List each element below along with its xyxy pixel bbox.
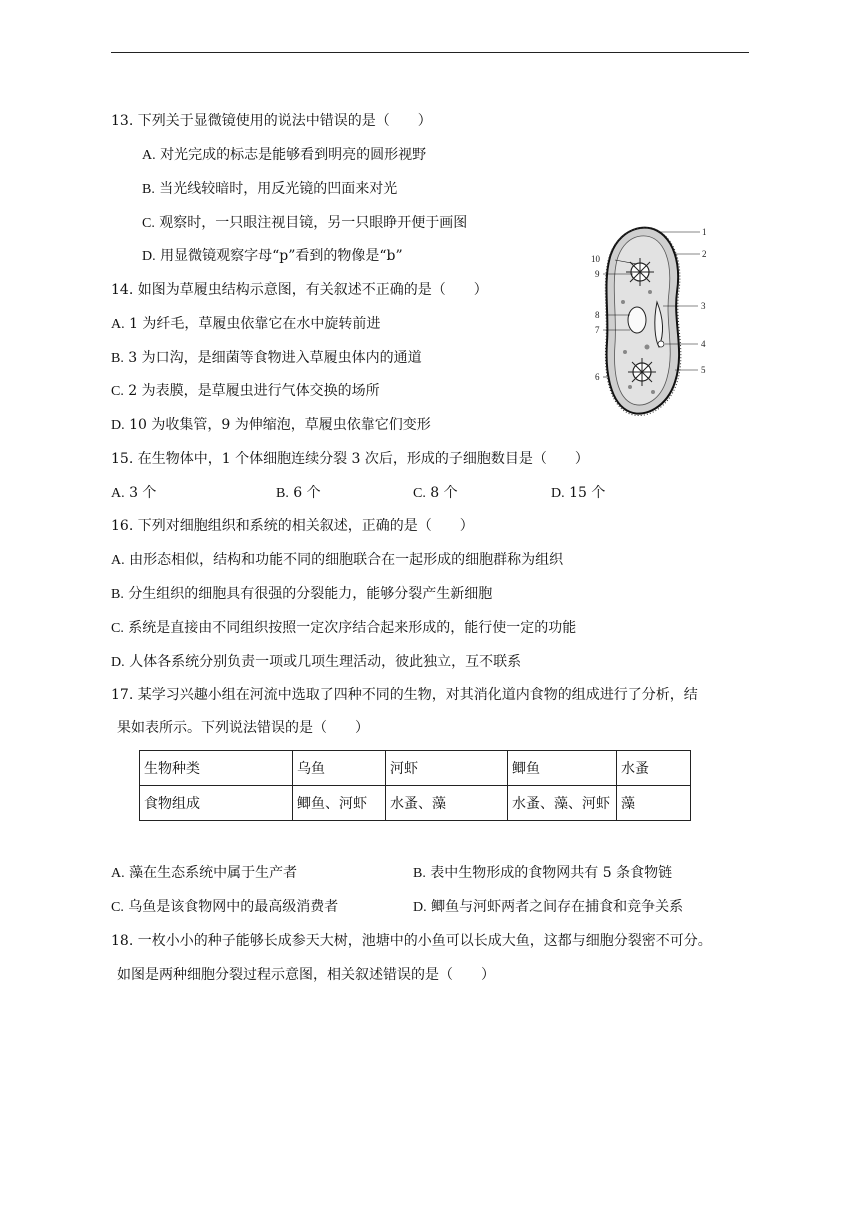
q16-stem: 16. 下列对细胞组织和系统的相关叙述，正确的是（ ）: [111, 518, 474, 534]
table-header-row: [140, 751, 691, 786]
label-5: 5: [701, 365, 706, 375]
q17-stem-line1: 17. 某学习兴趣小组在河流中选取了四种不同的生物，对其消化道内食物的组成进行了分析，结: [111, 687, 698, 703]
q17-option-a[interactable]: A. 藻在生态系统中属于生产者: [111, 865, 298, 881]
label-1: 1: [702, 227, 707, 237]
table-row: [140, 786, 691, 821]
header-rule: [111, 52, 749, 53]
q15-option-b[interactable]: B. 6 个: [276, 485, 321, 501]
label-2: 2: [702, 249, 707, 259]
table-cell: 河虾: [386, 751, 508, 786]
food-composition-table: [139, 750, 691, 821]
table-cell: 水蚤、藻、河虾: [508, 786, 617, 821]
label-6: 6: [595, 372, 600, 382]
q14-option-a[interactable]: A. 1 为纤毛，草履虫依靠它在水中旋转前进: [111, 316, 381, 332]
label-8: 8: [595, 310, 600, 320]
table-cell: 乌鱼: [293, 751, 386, 786]
q15-stem: 15. 在生物体中，1 个体细胞连续分裂 3 次后，形成的子细胞数目是（ ）: [111, 451, 589, 467]
q15-option-c[interactable]: C. 8 个: [413, 485, 458, 501]
q13-stem: 13. 下列关于显微镜使用的说法中错误的是（ ）: [111, 113, 432, 129]
q17-option-d[interactable]: D. 鲫鱼与河虾两者之间存在捕食和竞争关系: [413, 899, 684, 915]
q17-option-c[interactable]: C. 乌鱼是该食物网中的最高级消费者: [111, 899, 339, 915]
paramecium-body: [603, 228, 700, 416]
q16-option-b[interactable]: B. 分生组织的细胞具有很强的分裂能力，能够分裂产生新细胞: [111, 586, 493, 602]
table-cell: 食物组成: [140, 786, 293, 821]
q14-option-d[interactable]: D. 10 为收集管，9 为伸缩泡，草履虫依靠它们变形: [111, 417, 431, 433]
q13-option-b[interactable]: B. 当光线较暗时，用反光镜的凹面来对光: [142, 181, 398, 197]
table-cell: 鲫鱼: [508, 751, 617, 786]
q16-option-d[interactable]: D. 人体各系统分别负责一项或几项生理活动，彼此独立，互不联系: [111, 654, 522, 670]
q17-option-b[interactable]: B. 表中生物形成的食物网共有 5 条食物链: [413, 865, 673, 881]
label-10: 10: [591, 254, 600, 264]
q18-stem-line1: 18. 一枚小小的种子能够长成参天大树，池塘中的小鱼可以长成大鱼，这都与细胞分裂密不可分。: [111, 933, 712, 949]
label-4: 4: [701, 339, 706, 349]
label-3: 3: [701, 301, 706, 311]
q14-option-c[interactable]: C. 2 为表膜，是草履虫进行气体交换的场所: [111, 383, 380, 399]
q14-stem: 14. 如图为草履虫结构示意图，有关叙述不正确的是（ ）: [111, 282, 488, 298]
q15-option-d[interactable]: D. 15 个: [551, 485, 606, 501]
label-7: 7: [595, 325, 600, 335]
table-cell: 水蚤: [617, 751, 691, 786]
q17-stem-line2: 果如表所示。下列说法错误的是（ ）: [117, 720, 369, 736]
paramecium-diagram: [585, 222, 715, 422]
q13-option-a[interactable]: A. 对光完成的标志是能够看到明亮的圆形视野: [142, 147, 427, 163]
q14-option-b[interactable]: B. 3 为口沟，是细菌等食物进入草履虫体内的通道: [111, 350, 422, 366]
table-cell: 藻: [617, 786, 691, 821]
label-9: 9: [595, 269, 600, 279]
q13-option-c[interactable]: C. 观察时，一只眼注视目镜，另一只眼睁开便于画图: [142, 215, 468, 231]
q16-option-a[interactable]: A. 由形态相似，结构和功能不同的细胞联合在一起形成的细胞群称为组织: [111, 552, 564, 568]
table-cell: 水蚤、藻: [386, 786, 508, 821]
q13-option-d[interactable]: D. 用显微镜观察字母“p”看到的物像是“b”: [142, 248, 403, 264]
table-cell: 鲫鱼、河虾: [293, 786, 386, 821]
table-cell: 生物种类: [140, 751, 293, 786]
q15-option-a[interactable]: A. 3 个: [111, 485, 157, 501]
q16-option-c[interactable]: C. 系统是直接由不同组织按照一定次序结合起来形成的，能行使一定的功能: [111, 620, 577, 636]
q18-stem-line2: 如图是两种细胞分裂过程示意图，相关叙述错误的是（ ）: [117, 967, 495, 983]
